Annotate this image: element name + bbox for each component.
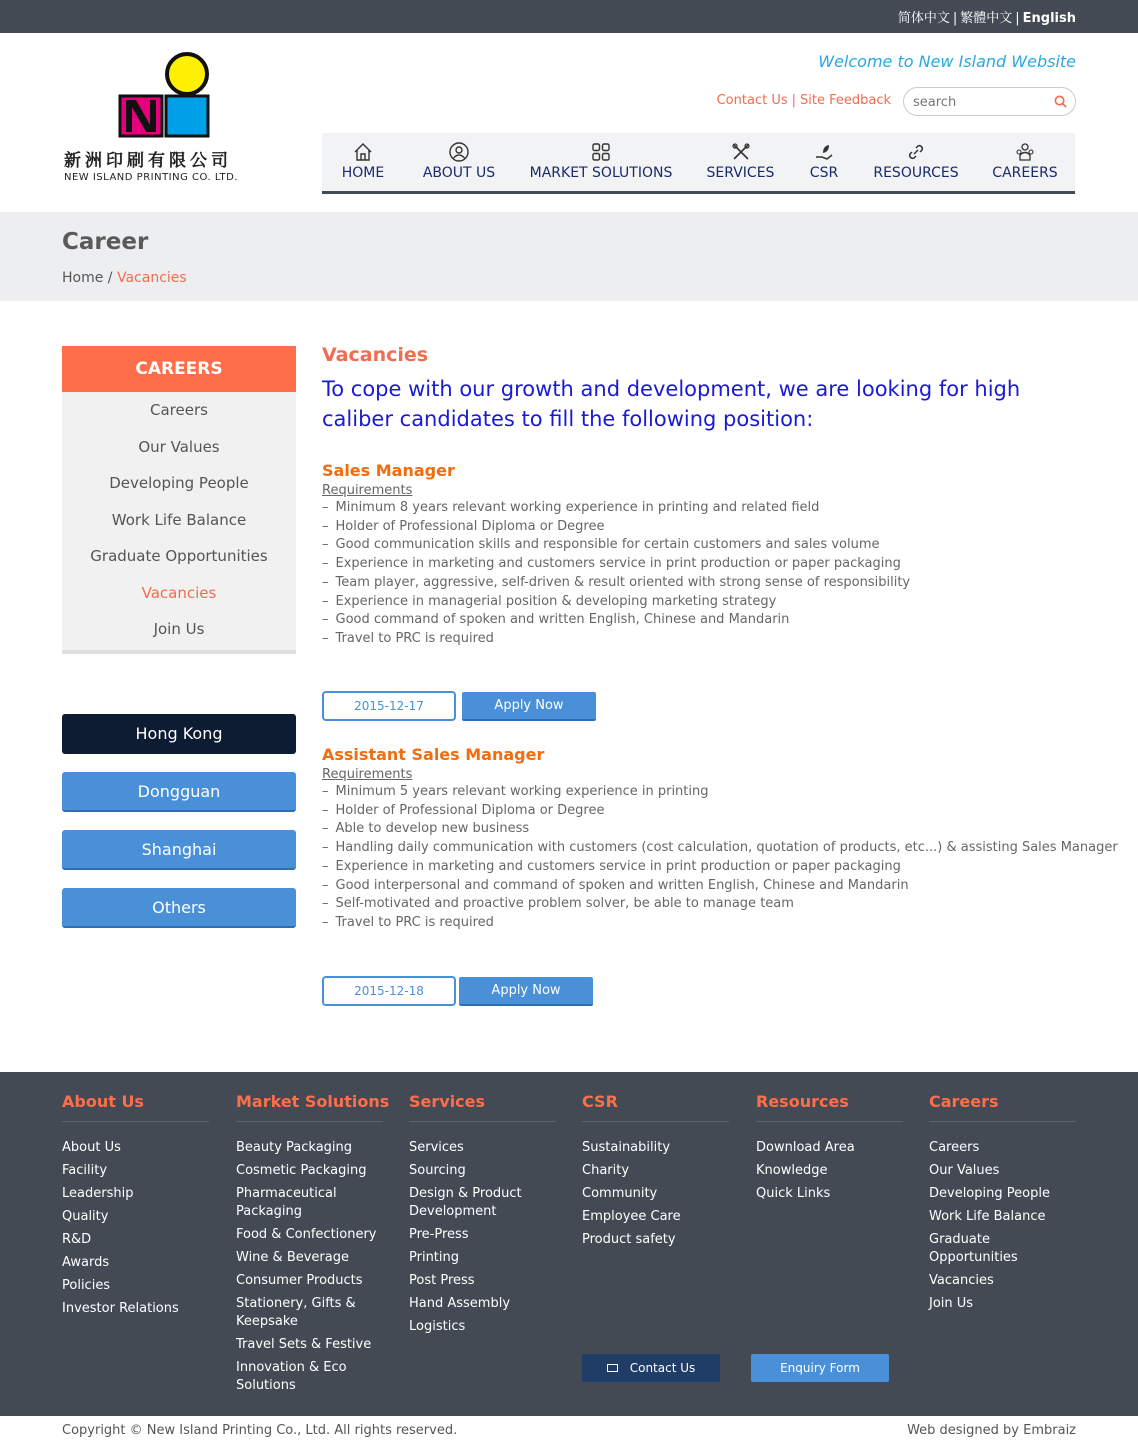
home-icon [352, 141, 374, 163]
sidebar-heading: CAREERS [62, 346, 296, 392]
lang-english-link[interactable]: English [1022, 11, 1076, 26]
footer-link[interactable]: Community [582, 1186, 658, 1201]
search-icon[interactable] [1054, 95, 1067, 108]
sidebar-item-our-values[interactable]: Our Values [138, 437, 220, 456]
footer-link[interactable]: Pharmaceutical Packaging [236, 1186, 337, 1219]
location-dongguan-button[interactable]: Dongguan [62, 772, 296, 812]
footer-link[interactable]: Charity [582, 1163, 630, 1178]
tools-icon [730, 141, 752, 163]
footer-link[interactable]: Download Area [756, 1140, 855, 1155]
footer-link[interactable]: Services [409, 1140, 464, 1155]
footer-link[interactable]: Hand Assembly [409, 1296, 511, 1311]
footer-link[interactable]: Graduate Opportunities [929, 1232, 1018, 1265]
job-listing [322, 461, 1082, 649]
footer-link[interactable]: Innovation & Eco Solutions [236, 1360, 347, 1393]
posting-date: 2015-12-17 [322, 691, 456, 721]
footer-column-resources [756, 1092, 903, 1208]
footer-link[interactable]: Consumer Products [236, 1273, 363, 1288]
logo-chinese-name: 新洲印刷有限公司 [64, 151, 232, 171]
nav-csr[interactable] [803, 133, 845, 191]
footer-column-about-us [62, 1092, 209, 1323]
sidebar-item-careers[interactable]: Careers [150, 401, 208, 419]
requirements-label: Requirements [322, 767, 413, 782]
hand-leaf-icon [813, 141, 835, 163]
nav-market-solutions[interactable] [527, 133, 675, 191]
footer-link[interactable]: Awards [62, 1255, 110, 1270]
contact-us-link[interactable]: Contact Us [716, 93, 788, 108]
requirement-item: – Minimum 8 years relevant working experience in printing and related field [322, 499, 1082, 518]
breadcrumb-home[interactable]: Home [62, 270, 104, 286]
job-listing [322, 745, 1118, 933]
posting-date: 2015-12-18 [322, 976, 456, 1006]
job-title: Sales Manager [322, 461, 455, 480]
footer-link[interactable]: Join Us [929, 1296, 974, 1311]
requirement-item: – Holder of Professional Diploma or Degree [322, 802, 1082, 821]
requirement-item: – Good interpersonal and command of spoken and written English, Chinese and Mandarin [322, 877, 1082, 896]
requirement-item: – Able to develop new business [322, 820, 1082, 839]
breadcrumb [62, 270, 187, 286]
main-content [322, 344, 1082, 434]
footer [0, 1072, 1138, 1416]
sidebar-item-graduate-opportunities[interactable]: Graduate Opportunities [90, 547, 268, 565]
section-heading: Vacancies [322, 344, 429, 366]
footer-link[interactable]: Design & Product Development [409, 1186, 522, 1219]
lang-separator: | [1015, 11, 1020, 26]
footer-link[interactable]: Travel Sets & Festive [236, 1337, 372, 1352]
intro-text: To cope with our growth and development, we are looking for high caliber candidates to fill the following position: [322, 377, 1021, 431]
sidebar [62, 346, 296, 654]
location-shanghai-button[interactable]: Shanghai [62, 830, 296, 870]
search-input[interactable] [913, 92, 1053, 112]
designer-credit: Web designed by Embraiz [907, 1423, 1076, 1438]
footer-link[interactable]: Our Values [929, 1163, 1000, 1178]
footer-link[interactable]: Facility [62, 1163, 108, 1178]
logo-english-name: NEW ISLAND PRINTING CO. LTD. [64, 172, 239, 183]
requirements-list [322, 783, 1118, 933]
footer-link[interactable]: Vacancies [929, 1273, 994, 1288]
footer-link[interactable]: Work Life Balance [929, 1209, 1046, 1224]
nav-about-us[interactable] [416, 133, 502, 191]
footer-link[interactable]: Sourcing [409, 1163, 466, 1178]
footer-link[interactable]: Investor Relations [62, 1301, 179, 1316]
header-quick-links [717, 93, 891, 108]
link-separator: | [791, 93, 796, 108]
nav-resources[interactable] [870, 133, 962, 191]
requirement-item: – Travel to PRC is required [322, 630, 1082, 649]
footer-column-market-solutions [236, 1092, 390, 1400]
sidebar-item-work-life-balance[interactable]: Work Life Balance [111, 510, 247, 529]
footer-link[interactable]: Cosmetic Packaging [236, 1163, 367, 1178]
lang-simplified-link[interactable]: 简体中文 [897, 11, 950, 26]
footer-link[interactable]: Policies [62, 1278, 111, 1293]
footer-link[interactable]: Quality [62, 1209, 109, 1224]
job-title: Assistant Sales Manager [322, 745, 545, 764]
requirement-item: – Team player, aggressive, self-driven & result oriented with strong sense of responsibility [322, 574, 1082, 593]
footer-heading: Services [409, 1092, 556, 1122]
requirements-label: Requirements [322, 483, 413, 498]
search-box [903, 87, 1076, 116]
people-icon [1014, 141, 1036, 163]
location-hong-kong-button[interactable]: Hong Kong [62, 714, 296, 754]
nav-home[interactable] [330, 133, 396, 191]
nav-careers[interactable] [986, 133, 1064, 191]
sidebar-menu [62, 392, 296, 654]
page-title-band [0, 212, 1138, 301]
footer-link[interactable]: Logistics [409, 1319, 466, 1334]
footer-link[interactable]: Developing People [929, 1186, 1050, 1201]
footer-heading: About Us [62, 1092, 209, 1122]
nav-resources-label: RESOURCES [873, 165, 959, 181]
footer-enquiry-form-button[interactable]: Enquiry Form [751, 1354, 889, 1382]
footer-heading: CSR [582, 1092, 729, 1122]
requirement-item: – Experience in marketing and customers service in print production or paper packaging [322, 555, 1082, 574]
language-switcher [898, 7, 1076, 26]
footer-link[interactable]: Employee Care [582, 1209, 681, 1224]
lang-separator: | [952, 11, 958, 26]
footer-heading: Resources [756, 1092, 903, 1122]
requirement-item: – Experience in marketing and customers service in print production or paper packaging [322, 858, 1082, 877]
footer-link[interactable]: Careers [929, 1140, 980, 1155]
footer-link[interactable]: R&D [62, 1232, 92, 1247]
footer-column-csr [582, 1092, 729, 1254]
apply-now-button[interactable]: Apply Now [459, 977, 593, 1006]
nav-services-label: SERVICES [706, 165, 775, 181]
requirement-item: – Good communication skills and responsible for certain customers and sales volume [322, 536, 1082, 555]
logo-mark-icon [62, 50, 272, 142]
footer-heading: Market Solutions [236, 1092, 383, 1122]
requirement-item: – Experience in managerial position & developing marketing strategy [322, 593, 1082, 612]
nav-about-us-label: ABOUT US [422, 165, 496, 181]
requirement-item: – Self-motivated and proactive problem solver, be able to manage team [322, 895, 1082, 914]
location-others-button[interactable]: Others [62, 888, 296, 928]
main-nav [322, 133, 1075, 194]
footer-link[interactable]: Quick Links [756, 1186, 831, 1201]
requirement-item: – Travel to PRC is required [322, 914, 1082, 933]
requirement-item: – Minimum 5 years relevant working experience in printing [322, 783, 1082, 802]
sidebar-item-join-us[interactable]: Join Us [153, 620, 205, 638]
site-feedback-link[interactable]: Site Feedback [800, 93, 891, 108]
requirement-item: – Handling daily communication with customers (cost calculation, quotation of products, etc...) & assisting Sales Manager [322, 839, 1082, 858]
breadcrumb-separator: / [103, 270, 117, 286]
requirements-list [322, 499, 1082, 649]
footer-link[interactable]: Beauty Packaging [236, 1140, 353, 1155]
footer-link[interactable]: Sustainability [582, 1140, 671, 1155]
footer-link[interactable]: About Us [62, 1140, 121, 1155]
footer-contact-us-button[interactable] [582, 1354, 720, 1382]
footer-link[interactable]: Stationery, Gifts & Keepsake [236, 1296, 356, 1329]
company-logo[interactable] [62, 50, 272, 190]
footer-column-careers [929, 1092, 1076, 1318]
lang-traditional-link[interactable]: 繁體中文 [960, 11, 1013, 26]
sidebar-item-vacancies[interactable]: Vacancies [141, 583, 217, 602]
copyright-text: Copyright © New Island Printing Co., Ltd. All rights reserved. [62, 1423, 458, 1438]
page-title: Career [62, 229, 149, 255]
footer-contact-us-label: Contact Us [629, 1361, 696, 1375]
nav-services[interactable] [702, 133, 779, 191]
mail-icon [607, 1364, 618, 1372]
requirement-item: – Good command of spoken and written English, Chinese and Mandarin [322, 611, 1082, 630]
grid-icon [590, 141, 612, 163]
sidebar-item-developing-people[interactable]: Developing People [109, 474, 249, 492]
footer-link[interactable]: Knowledge [756, 1163, 828, 1178]
link-icon [905, 141, 927, 163]
requirement-item: – Holder of Professional Diploma or Degree [322, 518, 1082, 537]
welcome-text: Welcome to New Island Website [818, 52, 1076, 71]
nav-home-label: HOME [341, 165, 385, 181]
footer-heading: Careers [929, 1092, 1076, 1122]
footer-link[interactable]: Food & Confectionery [236, 1227, 377, 1242]
footer-column-services [409, 1092, 556, 1341]
top-bar [0, 0, 1138, 33]
footer-link[interactable]: Leadership [62, 1186, 134, 1201]
user-circle-icon [448, 141, 470, 163]
apply-now-button[interactable]: Apply Now [462, 692, 596, 721]
nav-careers-label: CAREERS [992, 165, 1058, 181]
breadcrumb-current: Vacancies [116, 270, 187, 286]
footer-link[interactable]: Printing [409, 1250, 460, 1265]
nav-csr-label: CSR [809, 165, 839, 181]
footer-link[interactable]: Post Press [409, 1273, 475, 1288]
footer-link[interactable]: Product safety [582, 1232, 676, 1247]
footer-link[interactable]: Wine & Beverage [236, 1250, 349, 1265]
nav-market-solutions-label: MARKET SOLUTIONS [529, 165, 673, 181]
footer-link[interactable]: Pre-Press [409, 1227, 469, 1242]
